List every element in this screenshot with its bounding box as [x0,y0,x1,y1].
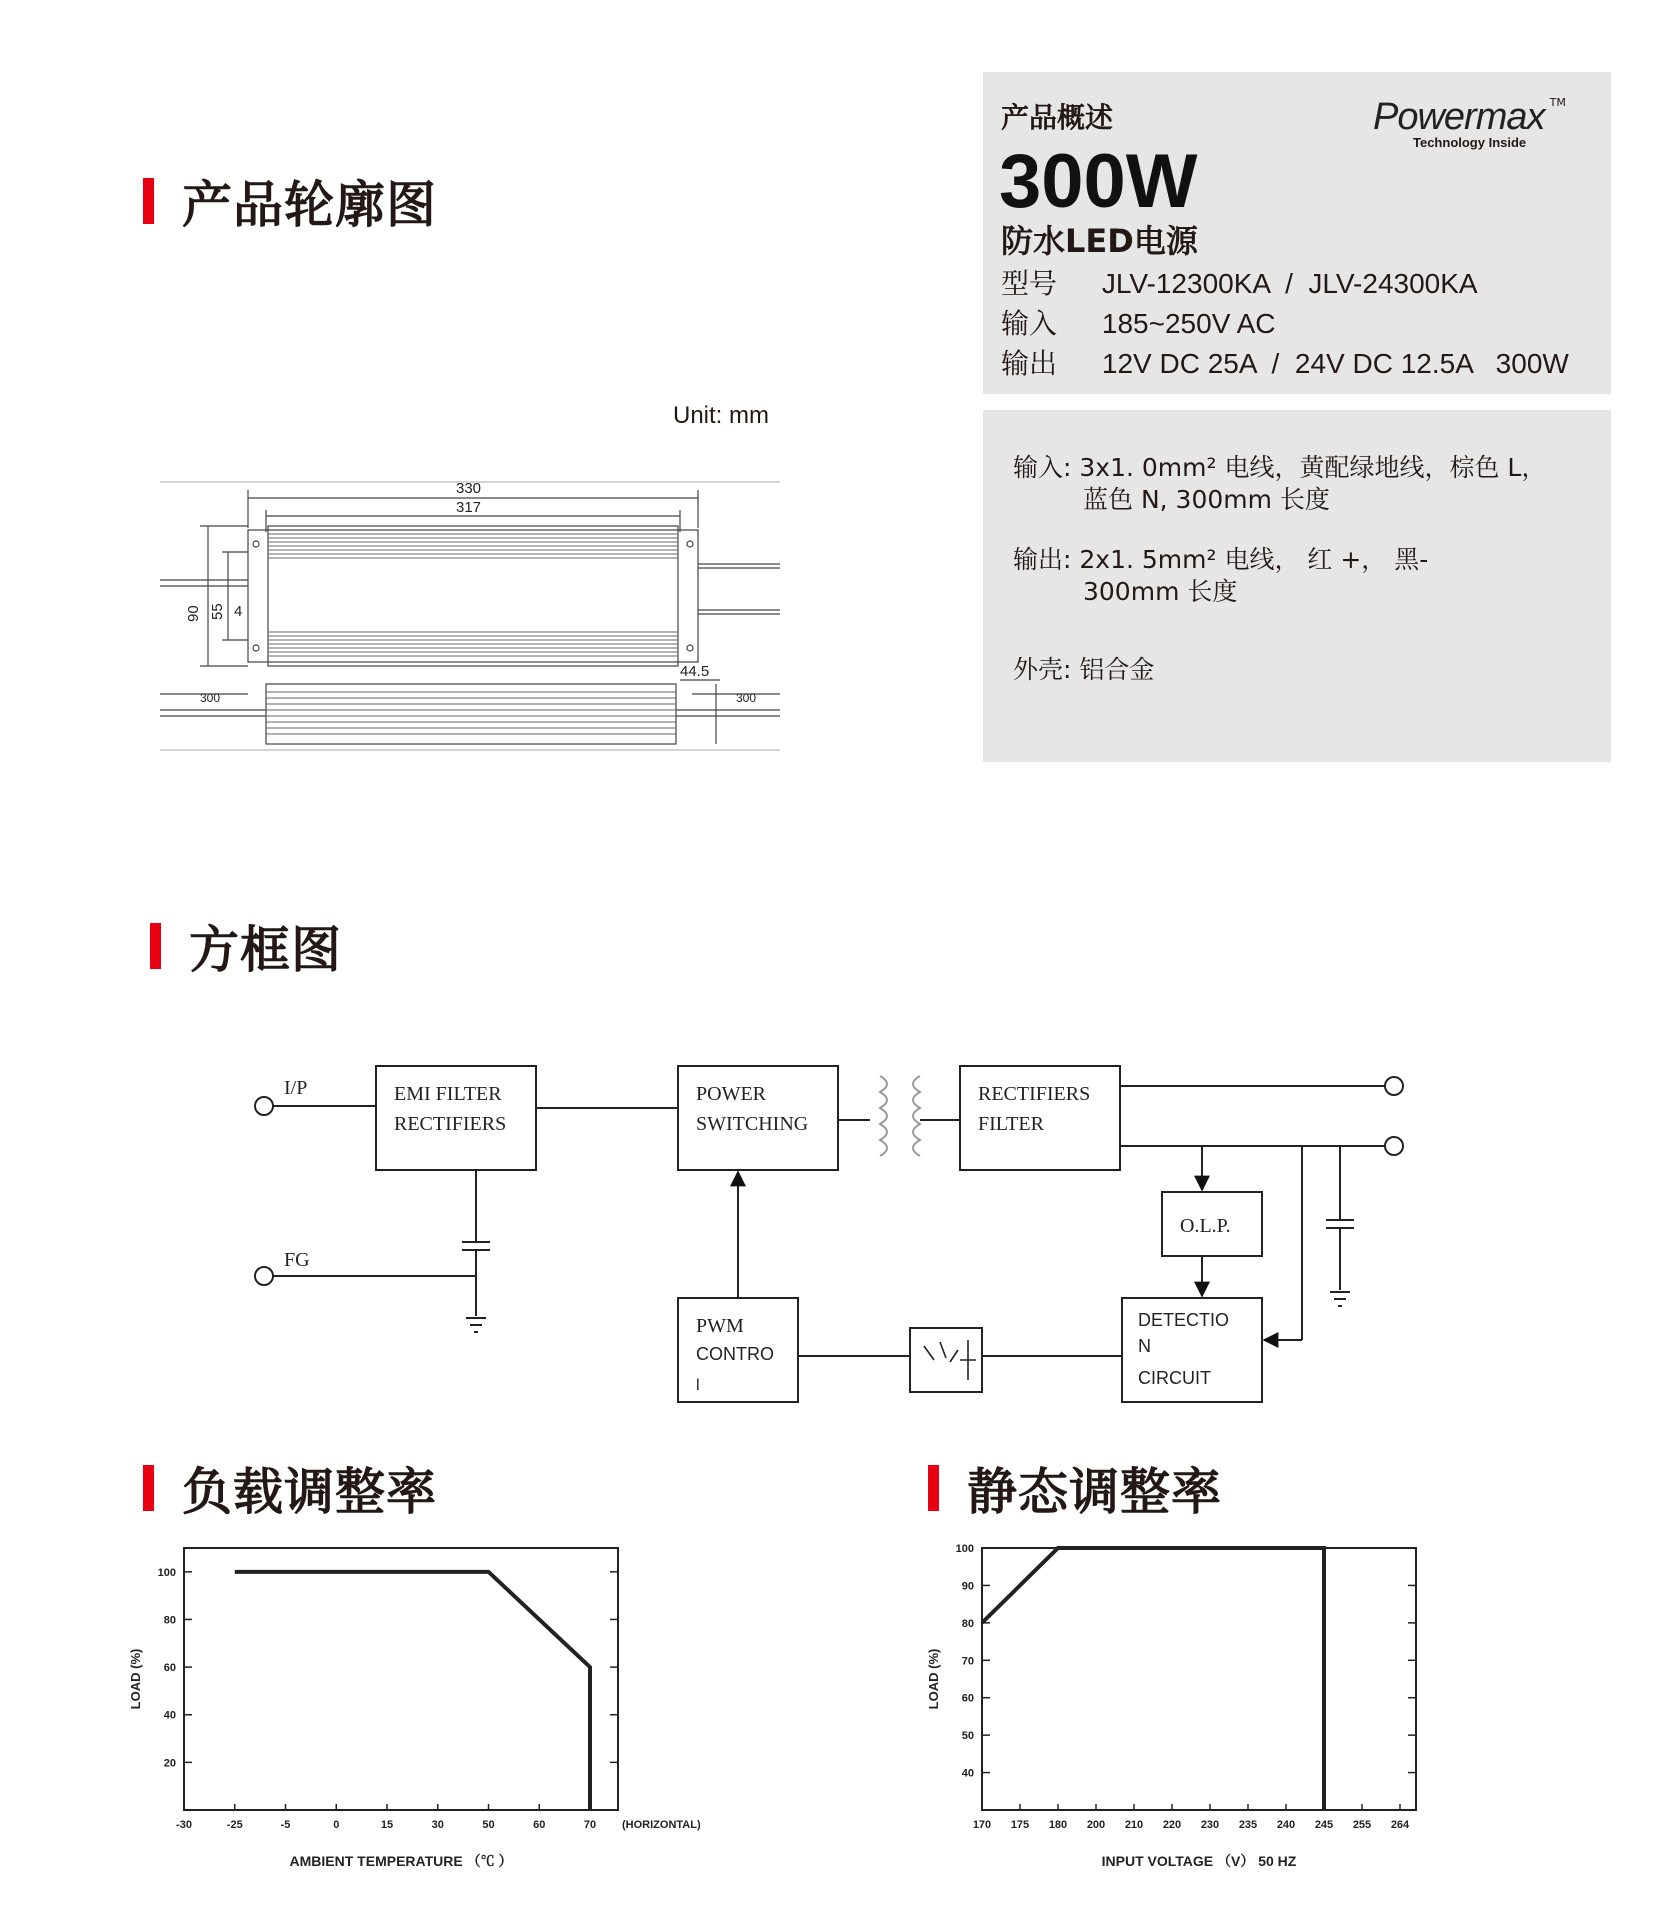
y-tick-label: 20 [163,1757,176,1770]
load-derating-chart [120,1540,760,1900]
x-axis-label: AMBIENT TEMPERATURE （℃ ） [289,1853,513,1869]
static-title-text: 静态调整率 [967,1463,1222,1521]
det-label-1: DETECTIO [1138,1310,1230,1330]
outline-drawing [160,470,790,760]
x-tick-label: 200 [1086,1819,1106,1831]
x-tick-label: 60 [533,1819,546,1831]
out-terminal-1 [1385,1077,1403,1095]
load-section-title [143,1452,437,1524]
y-tick-label: 80 [163,1614,176,1627]
dim-55: 55 [209,603,226,620]
y-tick-label: 100 [955,1543,974,1555]
x-tick-label: 264 [1390,1819,1410,1831]
x-tick-label: 50 [482,1819,495,1831]
dim-44-5: 44.5 [680,663,710,680]
y-tick-label: 60 [961,1692,974,1705]
dim-300-right: 300 [736,691,757,705]
dim-90: 90 [185,605,202,622]
title-accent-bar [150,923,161,969]
brand-logo [1373,96,1566,150]
spec-value: 12V DC 25A / 24V DC 12.5A 300W [1101,348,1569,379]
spec-key: 型号 [1001,267,1058,300]
emi-label-2: RECTIFIERS [394,1113,507,1135]
spec-value: JLV-12300KA / JLV-24300KA [1101,268,1478,299]
overview-label: 产品概述 [1001,101,1114,134]
title-accent-bar [143,178,154,224]
spec-model [1001,262,1478,302]
x-axis-suffix: (HORIZONTAL) [622,1819,701,1831]
spec-value: 185~250V AC [1101,308,1276,339]
x-tick-label: 245 [1314,1819,1334,1831]
brand-name: Powermax [1373,96,1545,138]
power-label-1: POWER [696,1083,766,1105]
dim-4: 4 [234,603,243,620]
dim-300-left: 300 [200,691,221,705]
det-label-2: N [1138,1336,1151,1356]
series-line [235,1572,590,1810]
details-panel [983,410,1611,762]
y-tick-label: 40 [961,1767,974,1780]
x-tick-label: 230 [1200,1819,1220,1831]
pwm-label-3: l [696,1377,700,1394]
x-tick-label: 175 [1010,1819,1030,1831]
x-tick-label: -30 [176,1819,192,1831]
y-axis-label: LOAD (%) [926,1648,941,1710]
unit-label: Unit: mm [673,402,769,429]
x-tick-label: 240 [1276,1819,1296,1831]
block-title-text: 方框图 [189,921,342,979]
spec-key: 输出 [1001,347,1058,380]
block-section-title [150,910,342,982]
y-tick-label: 100 [157,1566,176,1579]
overview-panel [983,72,1611,394]
brand-tm: TM [1549,96,1566,109]
rect-label-2: FILTER [978,1113,1044,1135]
x-tick-label: -25 [226,1819,243,1831]
y-tick-label: 80 [961,1617,974,1630]
pwm-label-2: CONTRO [696,1344,774,1364]
x-tick-label: 70 [583,1819,597,1831]
fg-terminal [255,1267,273,1285]
title-accent-bar [143,1465,154,1511]
y-axis-label: LOAD (%) [128,1648,143,1710]
spec-key: 输入 [1001,307,1058,340]
y-tick-label: 50 [961,1730,974,1743]
static-section-title [928,1452,1222,1524]
dim-317: 317 [456,499,482,516]
rect-label-1: RECTIFIERS [978,1083,1091,1105]
product-name: 防水LED电源 [1001,222,1198,260]
emi-label-1: EMI FILTER [394,1083,502,1105]
spec-input [1001,302,1276,342]
static-regulation-chart [910,1540,1550,1900]
y-tick-label: 60 [163,1662,176,1675]
title-accent-bar [928,1465,939,1511]
ip-label: I/P [284,1077,308,1099]
x-tick-label: 255 [1352,1819,1372,1831]
x-tick-label: 170 [972,1819,992,1831]
outline-section-title [143,165,437,237]
load-title-text: 负载调整率 [182,1463,437,1521]
fg-label: FG [284,1249,310,1271]
power-label-2: SWITCHING [696,1113,809,1135]
output-wire-line1: 输出: 2x1. 5mm² 电线， 红 +， 黑- [1013,545,1429,574]
plot-frame [982,1548,1416,1810]
outline-title-text: 产品轮廓图 [182,176,437,234]
plot-frame [184,1548,618,1810]
ip-terminal [255,1097,273,1115]
input-wire-line2: 蓝色 N, 300mm 长度 [1083,485,1330,514]
x-tick-label: 220 [1162,1819,1182,1831]
y-tick-label: 70 [961,1655,974,1668]
y-tick-label: 40 [163,1709,176,1722]
output-wire-line2: 300mm 长度 [1083,577,1238,606]
y-tick-label: 90 [961,1580,974,1593]
olp-label: O.L.P. [1180,1215,1231,1237]
series-line [982,1548,1324,1810]
out-terminal-2 [1385,1137,1403,1155]
x-tick-label: 0 [333,1819,340,1831]
x-tick-label: 210 [1124,1819,1144,1831]
x-tick-label: 30 [431,1819,444,1831]
power-rating: 300W [999,139,1198,224]
x-tick-label: -5 [280,1819,291,1831]
block-diagram [240,1050,1440,1410]
x-axis-label: INPUT VOLTAGE （V） 50 HZ [1101,1853,1297,1869]
input-wire-line1: 输入: 3x1. 0mm² 电线，黄配绿地线，棕色 L， [1013,453,1547,482]
pwm-label-1: PWM [696,1315,744,1337]
brand-tagline: Technology Inside [1413,135,1527,150]
dim-330: 330 [456,480,482,497]
det-label-3: CIRCUIT [1138,1368,1211,1388]
x-tick-label: 235 [1238,1819,1258,1831]
x-tick-label: 15 [380,1819,394,1831]
spec-output [1001,342,1569,382]
shell-material: 外壳: 铝合金 [1013,655,1155,684]
x-tick-label: 180 [1048,1819,1068,1831]
